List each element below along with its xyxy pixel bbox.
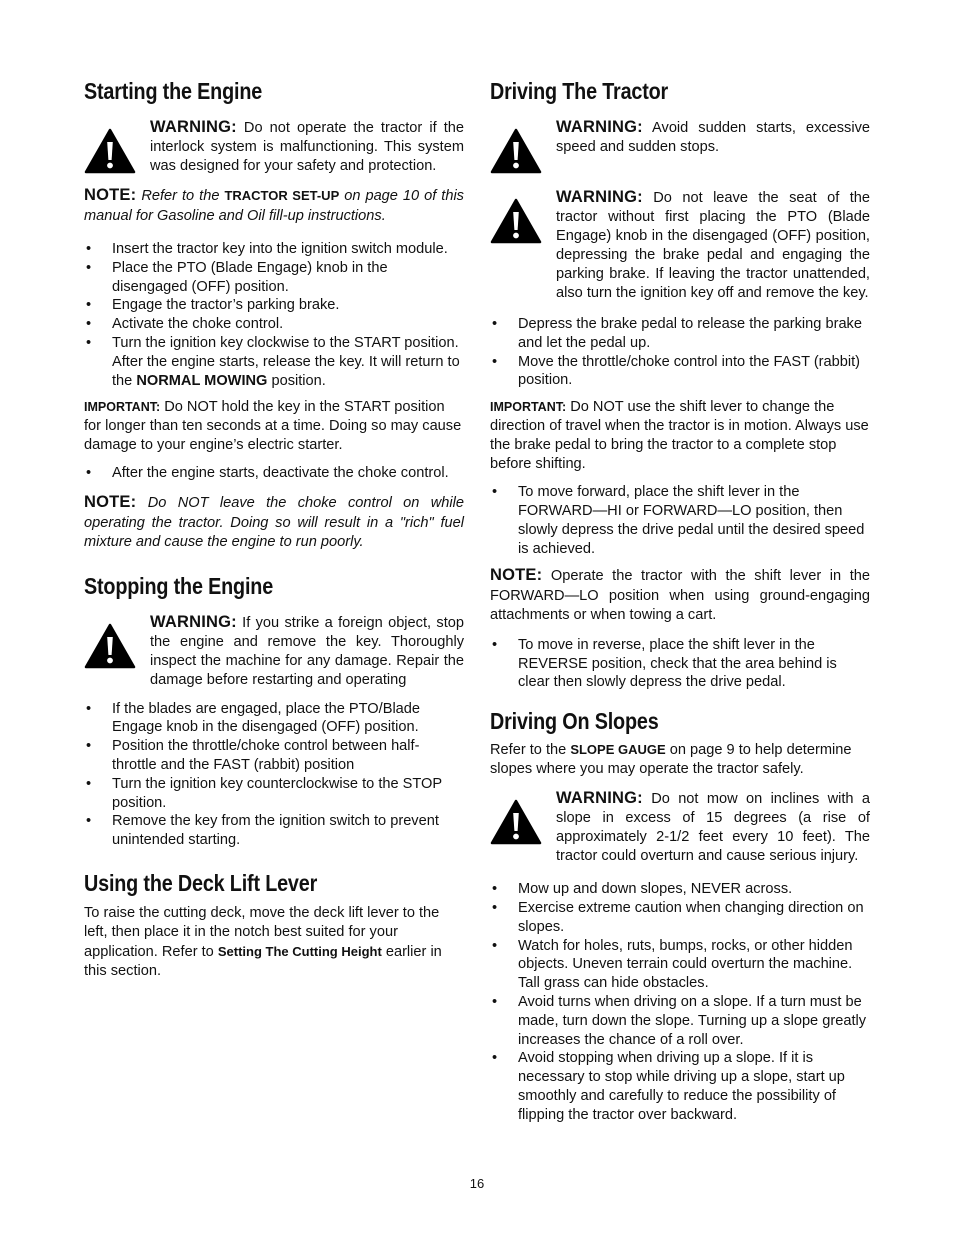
list-item: • Turn the ignition key counterclockwise to the STOP position. [84, 775, 464, 813]
warning-body: Avoid sudden starts, excessive speed and sudden stops. [556, 120, 870, 155]
note-text: Refer to the [136, 188, 225, 204]
slope-gauge-reference: SLOPE GAUGE [570, 742, 666, 758]
important-label: IMPORTANT: [84, 400, 161, 415]
normal-mowing-label: NORMAL MOWING [136, 372, 268, 389]
warning-label: WARNING: [556, 118, 643, 136]
cutting-height-reference: Setting The Cutting Height [217, 944, 382, 960]
stopping-steps-list [84, 700, 464, 850]
warning-block-slopes [490, 789, 870, 866]
warning-body: Do not leave the seat of the tractor without first placing the PTO (Blade Engage) knob in the disengaged (OFF) position, depressing the brake pedal and engaging the parking brake. If leaving the tractor unattended, also turn the ignition key off and remove the key. [556, 190, 870, 301]
note-setup [84, 186, 464, 226]
left-column [84, 74, 464, 990]
forward-steps-list [490, 483, 870, 558]
warning-label: WARNING: [150, 612, 237, 631]
list-item: • Avoid turns when driving on a slope. If a turn must be made, turn down the slope. Turning up a slope greatly increases the chance of a roll over. [490, 993, 870, 1049]
right-column [490, 74, 870, 1135]
page-number: 16 [469, 1176, 485, 1191]
warning-triangle-icon [490, 128, 542, 174]
important-text: Do NOT use the shift lever to change the direction of travel when the tractor is in motion. Always use the brake pedal to bring the tractor to a complete stop before shifting. [490, 399, 869, 473]
warning-block-driving-2 [490, 188, 870, 303]
note-reference: TRACTOR SET-UP [224, 188, 340, 203]
list-item: • Remove the key from the ignition switch to prevent unintended starting. [84, 812, 464, 850]
warning-text [150, 613, 464, 690]
warning-label: WARNING: [556, 789, 643, 808]
note-text: on page 10 of this manual for Gasoline and Oil fill-up instructions. [84, 188, 464, 224]
slope-safety-list [490, 880, 870, 1124]
list-item: • Depress the brake pedal to release the parking brake and let the pedal up. [490, 315, 870, 353]
note-forward-lo [490, 566, 870, 626]
list-item: • Position the throttle/choke control between half-throttle and the FAST (rabbit) position [84, 737, 464, 775]
important-key-note [84, 398, 464, 455]
list-item: • Place the PTO (Blade Engage) knob in the disengaged (OFF) position. [84, 259, 464, 297]
warning-triangle-icon [84, 623, 136, 669]
warning-triangle-icon [490, 198, 542, 244]
deck-lift-paragraph [84, 904, 464, 981]
warning-body: Do not operate the tractor if the interlock system is malfunctioning. This system was designed for your safety and protection. [150, 120, 464, 174]
warning-label: WARNING: [556, 188, 643, 206]
warning-body: If you strike a foreign object, stop the engine and remove the key. Thoroughly inspect the machine for any damage. Repair the damage before restarting and operating [150, 614, 464, 688]
note-label: NOTE: [84, 493, 137, 512]
list-item: • If the blades are engaged, place the PTO/Blade Engage knob in the disengaged (OFF) position. [84, 700, 464, 738]
list-item: • Move the throttle/choke control into the FAST (rabbit) position. [490, 353, 870, 391]
section-title-starting-engine: Starting the Engine [84, 78, 263, 104]
list-item [84, 334, 464, 390]
list-item: • Activate the choke control. [84, 315, 464, 334]
paragraph-text: Refer to the [490, 742, 571, 759]
warning-text [556, 118, 870, 157]
starting-steps-list [84, 240, 464, 390]
warning-text [150, 118, 464, 176]
slope-gauge-paragraph [490, 740, 870, 779]
list-item: • Mow up and down slopes, NEVER across. [490, 880, 870, 899]
warning-text [556, 188, 870, 303]
warning-body: Do not mow on inclines with a slope in excess of 15 degrees (a rise of approximately 2-1/2 feet every 10 feet). The tractor could overturn and cause serious injury. [556, 791, 870, 865]
section-title-deck-lift: Using the Deck Lift Lever [84, 870, 318, 897]
list-item: • Watch for holes, ruts, bumps, rocks, or other hidden objects. Uneven terrain could overturn the machine. Tall grass can hide obstacles. [490, 937, 870, 993]
note-label: NOTE: [490, 566, 543, 585]
warning-triangle-icon [84, 128, 136, 174]
after-start-list [84, 464, 464, 483]
list-item-text: Turn the ignition key clockwise to the START position. After the engine starts, release the key. It will return to the [112, 334, 460, 389]
driving-steps-list [490, 315, 870, 390]
important-text: Do NOT hold the key in the START position for longer than ten seconds at a time. Doing so may cause damage to your engine’s electric starter. [84, 399, 462, 454]
list-item: • To move forward, place the shift lever in the FORWARD—HI or FORWARD—LO position, then slowly depress the drive pedal until the desired speed is achieved. [490, 483, 870, 558]
list-item: • Engage the tractor’s parking brake. [84, 296, 464, 315]
note-text: Do NOT leave the choke control on while operating the tractor. Doing so will result in a "rich" fuel mixture and cause the engine to run poorly. [84, 495, 464, 551]
paragraph-text: To raise the cutting deck, move the deck lift lever to the left, then place it in the notch best suited for your application. Refer to [84, 905, 440, 961]
paragraph-text: on page 9 to help determine slopes where you may operate the tractor safely. [490, 742, 852, 778]
important-label: IMPORTANT: [490, 400, 567, 415]
list-item: • To move in reverse, place the shift lever in the REVERSE position, check that the area behind is clear then slowly depress the drive pedal. [490, 636, 870, 692]
list-item: • Exercise extreme caution when changing direction on slopes. [490, 899, 870, 937]
warning-text [556, 789, 870, 866]
paragraph-text: earlier in this section. [84, 944, 442, 980]
warning-triangle-icon [490, 799, 542, 845]
reverse-steps-list [490, 636, 870, 692]
list-item: • Insert the tractor key into the ignition switch module. [84, 240, 464, 259]
note-text: Operate the tractor with the shift lever in the FORWARD—LO position when using ground-engaging attachments or when towing a cart. [490, 568, 870, 624]
section-title-driving-tractor: Driving The Tractor [490, 78, 669, 104]
list-item-text: position. [267, 372, 326, 389]
section-title-driving-slopes: Driving On Slopes [490, 708, 659, 735]
section-title-stopping-engine: Stopping the Engine [84, 572, 274, 599]
important-shift-note [490, 398, 870, 474]
list-item: • Avoid stopping when driving up a slope. If it is necessary to stop while driving up a slope, start up smoothly and carefully to reduce the possibility of flipping the tractor over backward. [490, 1049, 870, 1124]
warning-block-stopping [84, 613, 464, 690]
warning-label: WARNING: [150, 118, 237, 136]
note-choke [84, 493, 464, 553]
warning-block-driving-1 [490, 118, 870, 174]
list-item: • After the engine starts, deactivate the choke control. [84, 464, 464, 483]
warning-block-starting [84, 118, 464, 176]
note-label: NOTE: [84, 186, 137, 204]
